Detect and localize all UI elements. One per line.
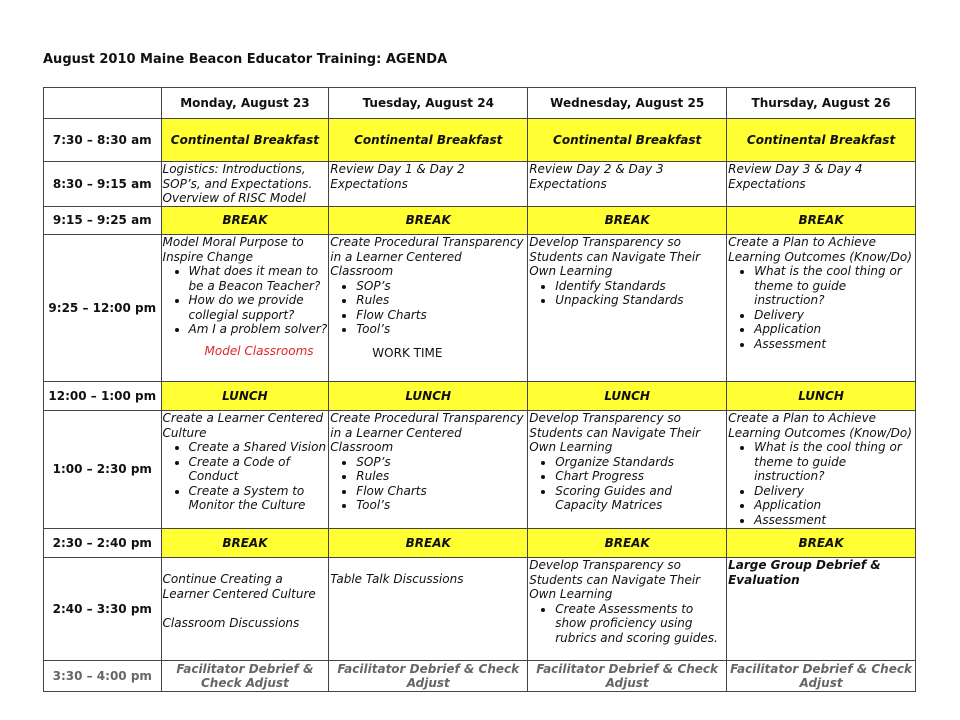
break-cell: BREAK: [161, 529, 329, 558]
list-item: • Identify Standards: [555, 279, 725, 294]
break-cell: BREAK: [727, 529, 916, 558]
lunch-cell: LUNCH: [528, 382, 727, 411]
bullet-list: [330, 279, 526, 337]
lunch-cell: LUNCH: [329, 382, 528, 411]
break-cell: BREAK: [161, 207, 329, 235]
list-item: • Unpacking Standards: [555, 293, 725, 308]
break-cell: BREAK: [329, 207, 528, 235]
time-cell: 8:30 – 9:15 am: [44, 162, 162, 207]
late-afternoon-row: [44, 558, 916, 661]
list-item: • Application: [754, 322, 914, 337]
list-item: • Rules: [356, 469, 526, 484]
session-heading: Model Moral Purpose to Inspire Change: [162, 235, 304, 264]
list-item: • SOP’s: [356, 279, 526, 294]
list-item: • Flow Charts: [356, 308, 526, 323]
session-cell: [528, 411, 727, 529]
session-cell: [161, 558, 329, 661]
list-item: • Assessment: [754, 337, 914, 352]
session-cell: Review Day 3 & Day 4 Expectations: [727, 162, 916, 207]
list-item: • Create a Code of Conduct: [189, 455, 328, 484]
break-cell: BREAK: [329, 529, 528, 558]
session-heading: Continue Creating a Learner Centered Culture: [162, 572, 316, 601]
list-item: • Organize Standards: [555, 455, 725, 470]
list-item: • Scoring Guides and Capacity Matrices: [555, 484, 725, 513]
breakfast-cell: Continental Breakfast: [329, 119, 528, 162]
session-heading: Develop Transparency so Students can Navigate Their Own Learning: [529, 411, 701, 454]
session-cell: Large Group Debrief & Evaluation: [727, 558, 916, 661]
session-heading: Create Procedural Transparency in a Learner Centered Classroom: [330, 235, 524, 278]
model-classrooms-note: Model Classrooms: [204, 343, 314, 358]
list-item: • Application: [754, 498, 914, 513]
session-cell: [528, 558, 727, 661]
agenda-title: August 2010 Maine Beacon Educator Training: AGENDA: [43, 52, 448, 67]
time-cell: 7:30 – 8:30 am: [44, 119, 162, 162]
session-cell: Review Day 1 & Day 2 Expectations: [329, 162, 528, 207]
session-cell: [329, 235, 528, 382]
session-cell: [727, 235, 916, 382]
breakfast-row: [44, 119, 916, 162]
breakfast-cell: Continental Breakfast: [528, 119, 727, 162]
session-cell: [161, 235, 329, 382]
day-header: Monday, August 23: [161, 88, 329, 119]
break-cell: BREAK: [727, 207, 916, 235]
list-item: • Tool’s: [356, 498, 526, 513]
time-cell: 2:30 – 2:40 pm: [44, 529, 162, 558]
breakfast-cell: Continental Breakfast: [727, 119, 916, 162]
corner-cell: [44, 88, 162, 119]
list-item: • Delivery: [754, 484, 914, 499]
list-item: • Assessment: [754, 513, 914, 528]
debrief-cell: Facilitator Debrief & Check Adjust: [727, 661, 916, 692]
debrief-row: [44, 661, 916, 692]
list-item: • Create Assessments to show proficiency using rubrics and scoring guides.: [555, 602, 725, 646]
break-row: [44, 207, 916, 235]
header-row: [44, 88, 916, 119]
list-item: • Rules: [356, 293, 526, 308]
session-cell: Review Day 2 & Day 3 Expectations: [528, 162, 727, 207]
bullet-list: [529, 279, 725, 308]
debrief-cell: Facilitator Debrief & Check Adjust: [329, 661, 528, 692]
list-item: • Tool’s: [356, 322, 526, 337]
work-time-note: WORK TIME: [372, 345, 443, 360]
list-item: • Am I a problem solver?: [189, 322, 328, 337]
classroom-discussions-note: Classroom Discussions: [162, 616, 300, 630]
time-cell: 12:00 – 1:00 pm: [44, 382, 162, 411]
session-cell: [727, 411, 916, 529]
day-header: Tuesday, August 24: [329, 88, 528, 119]
list-item: • Create a System to Monitor the Culture: [189, 484, 328, 513]
day-header: Wednesday, August 25: [528, 88, 727, 119]
list-item: • What does it mean to be a Beacon Teacher?: [189, 264, 328, 293]
session-heading: Develop Transparency so Students can Navigate Their Own Learning: [529, 235, 701, 278]
session-cell: [161, 411, 329, 529]
breakfast-cell: Continental Breakfast: [161, 119, 329, 162]
break-row: [44, 529, 916, 558]
list-item: • What is the cool thing or theme to guide instruction?: [754, 264, 914, 308]
debrief-cell: Facilitator Debrief & Check Adjust: [161, 661, 329, 692]
list-item: • Chart Progress: [555, 469, 725, 484]
lunch-cell: LUNCH: [161, 382, 329, 411]
bullet-list: [330, 455, 526, 513]
debrief-cell: Facilitator Debrief & Check Adjust: [528, 661, 727, 692]
list-item: • Create a Shared Vision: [189, 440, 328, 455]
bullet-list: [728, 440, 914, 527]
session-heading: Create a Plan to Achieve Learning Outcomes (Know/Do): [728, 411, 912, 440]
session-heading: Create a Plan to Achieve Learning Outcomes (Know/Do): [728, 235, 912, 264]
bullet-list: [529, 455, 725, 513]
break-cell: BREAK: [528, 207, 727, 235]
session-heading: Create a Learner Centered Culture: [162, 411, 324, 440]
break-cell: BREAK: [528, 529, 727, 558]
time-cell: 2:40 – 3:30 pm: [44, 558, 162, 661]
afternoon-row: [44, 411, 916, 529]
session-cell: [528, 235, 727, 382]
morning-row: [44, 235, 916, 382]
agenda-table: [43, 87, 916, 692]
day-header: Thursday, August 26: [727, 88, 916, 119]
list-item: • SOP’s: [356, 455, 526, 470]
session-cell: Logistics: Introductions, SOP’s, and Expectations. Overview of RISC Model: [161, 162, 329, 207]
session-cell: [329, 411, 528, 529]
bullet-list: [163, 264, 328, 337]
list-item: • How do we provide collegial support?: [189, 293, 328, 322]
session-heading: Create Procedural Transparency in a Learner Centered Classroom: [330, 411, 524, 454]
bullet-list: [728, 264, 914, 351]
list-item: • Flow Charts: [356, 484, 526, 499]
bullet-list: [163, 440, 328, 513]
list-item: • Delivery: [754, 308, 914, 323]
bullet-list: [529, 602, 725, 646]
time-cell: 3:30 – 4:00 pm: [44, 661, 162, 692]
time-cell: 9:15 – 9:25 am: [44, 207, 162, 235]
lunch-row: [44, 382, 916, 411]
logistics-row: [44, 162, 916, 207]
session-heading: Develop Transparency so Students can Navigate Their Own Learning: [529, 558, 701, 601]
session-cell: Table Talk Discussions: [329, 558, 528, 661]
time-cell: 9:25 – 12:00 pm: [44, 235, 162, 382]
time-cell: 1:00 – 2:30 pm: [44, 411, 162, 529]
lunch-cell: LUNCH: [727, 382, 916, 411]
list-item: • What is the cool thing or theme to guide instruction?: [754, 440, 914, 484]
